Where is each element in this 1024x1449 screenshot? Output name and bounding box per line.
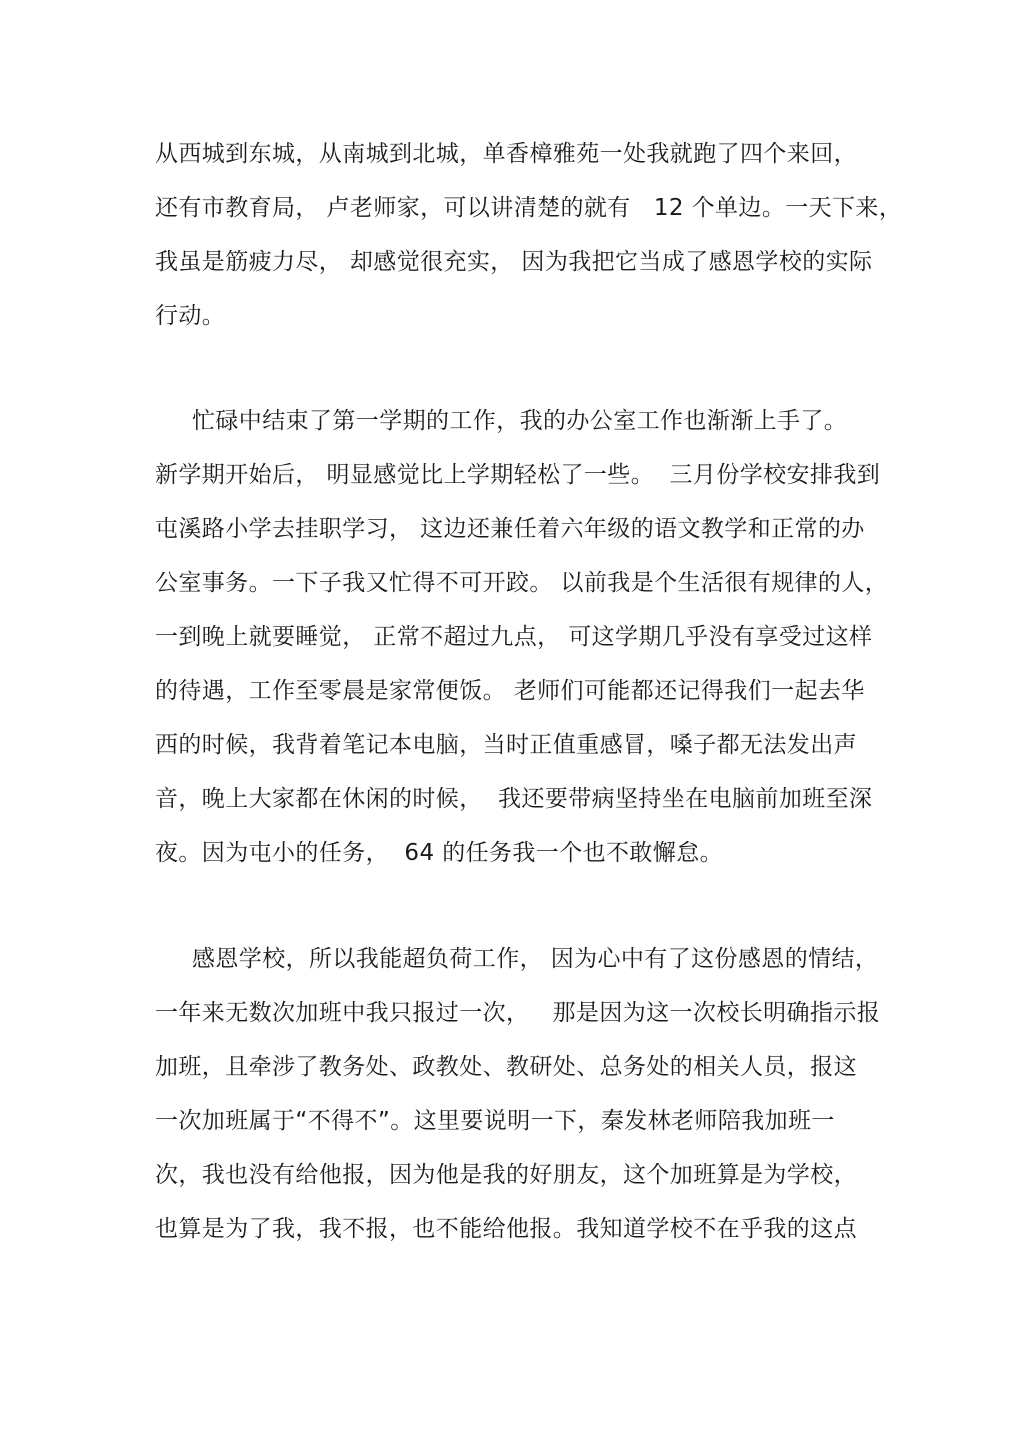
paragraph-1-line-1: 从西城到东城，从南城到北城，单香樟雅苑一处我就跑了四个来回， [155, 141, 857, 167]
paragraph-2-line-9: 夜。因为屯小的任务， 64 的任务我一个也不敢懈怠。 [155, 840, 723, 866]
paragraph-1-line-3: 我虽是筋疲力尽， 却感觉很充实， 因为我把它当成了感恩学校的实际 [155, 249, 873, 275]
paragraph-1-line-4: 行动。 [155, 303, 226, 329]
paragraph-3-line-3: 加班，且牵涉了教务处、政教处、教研处、总务处的相关人员，报这 [155, 1054, 857, 1080]
paragraph-2-line-8: 音，晚上大家都在休闲的时候， 我还要带病坚持坐在电脑前加班至深 [155, 786, 873, 812]
paragraph-2-line-5: 一到晚上就要睡觉， 正常不超过九点， 可这学期几乎没有享受过这样 [155, 624, 873, 650]
paragraph-3-line-5: 次，我也没有给他报，因为他是我的好朋友，这个加班算是为学校， [155, 1162, 857, 1188]
paragraph-3-line-1: 感恩学校，所以我能超负荷工作， 因为心中有了这份感恩的情结， [192, 946, 879, 972]
paragraph-3-line-4: 一次加班属于“不得不”。这里要说明一下，秦发林老师陪我加班一 [155, 1108, 835, 1134]
paragraph-3-line-6: 也算是为了我，我不报，也不能给他报。我知道学校不在乎我的这点 [155, 1216, 857, 1242]
paragraph-2-line-6: 的待遇，工作至零晨是家常便饭。 老师们可能都还记得我们一起去华 [155, 678, 865, 704]
paragraph-2-line-3: 屯溪路小学去挂职学习， 这边还兼任着六年级的语文教学和正常的办 [155, 516, 865, 542]
paragraph-2-line-2: 新学期开始后， 明显感觉比上学期轻松了一些。 三月份学校安排我到 [155, 462, 881, 488]
paragraph-1-line-2: 还有市教育局， 卢老师家，可以讲清楚的就有 12 个单边。一天下来， [155, 195, 903, 221]
paragraph-2-line-7: 西的时候，我背着笔记本电脑，当时正值重感冒，嗓子都无法发出声 [155, 732, 857, 758]
paragraph-2-line-1: 忙碌中结束了第一学期的工作，我的办公室工作也渐渐上手了。 [192, 408, 848, 434]
paragraph-2-line-4: 公室事务。一下子我又忙得不可开跤。 以前我是个生活很有规律的人， [155, 570, 889, 596]
paragraph-3-line-2: 一年来无数次加班中我只报过一次， 那是因为这一次校长明确指示报 [155, 1000, 881, 1026]
